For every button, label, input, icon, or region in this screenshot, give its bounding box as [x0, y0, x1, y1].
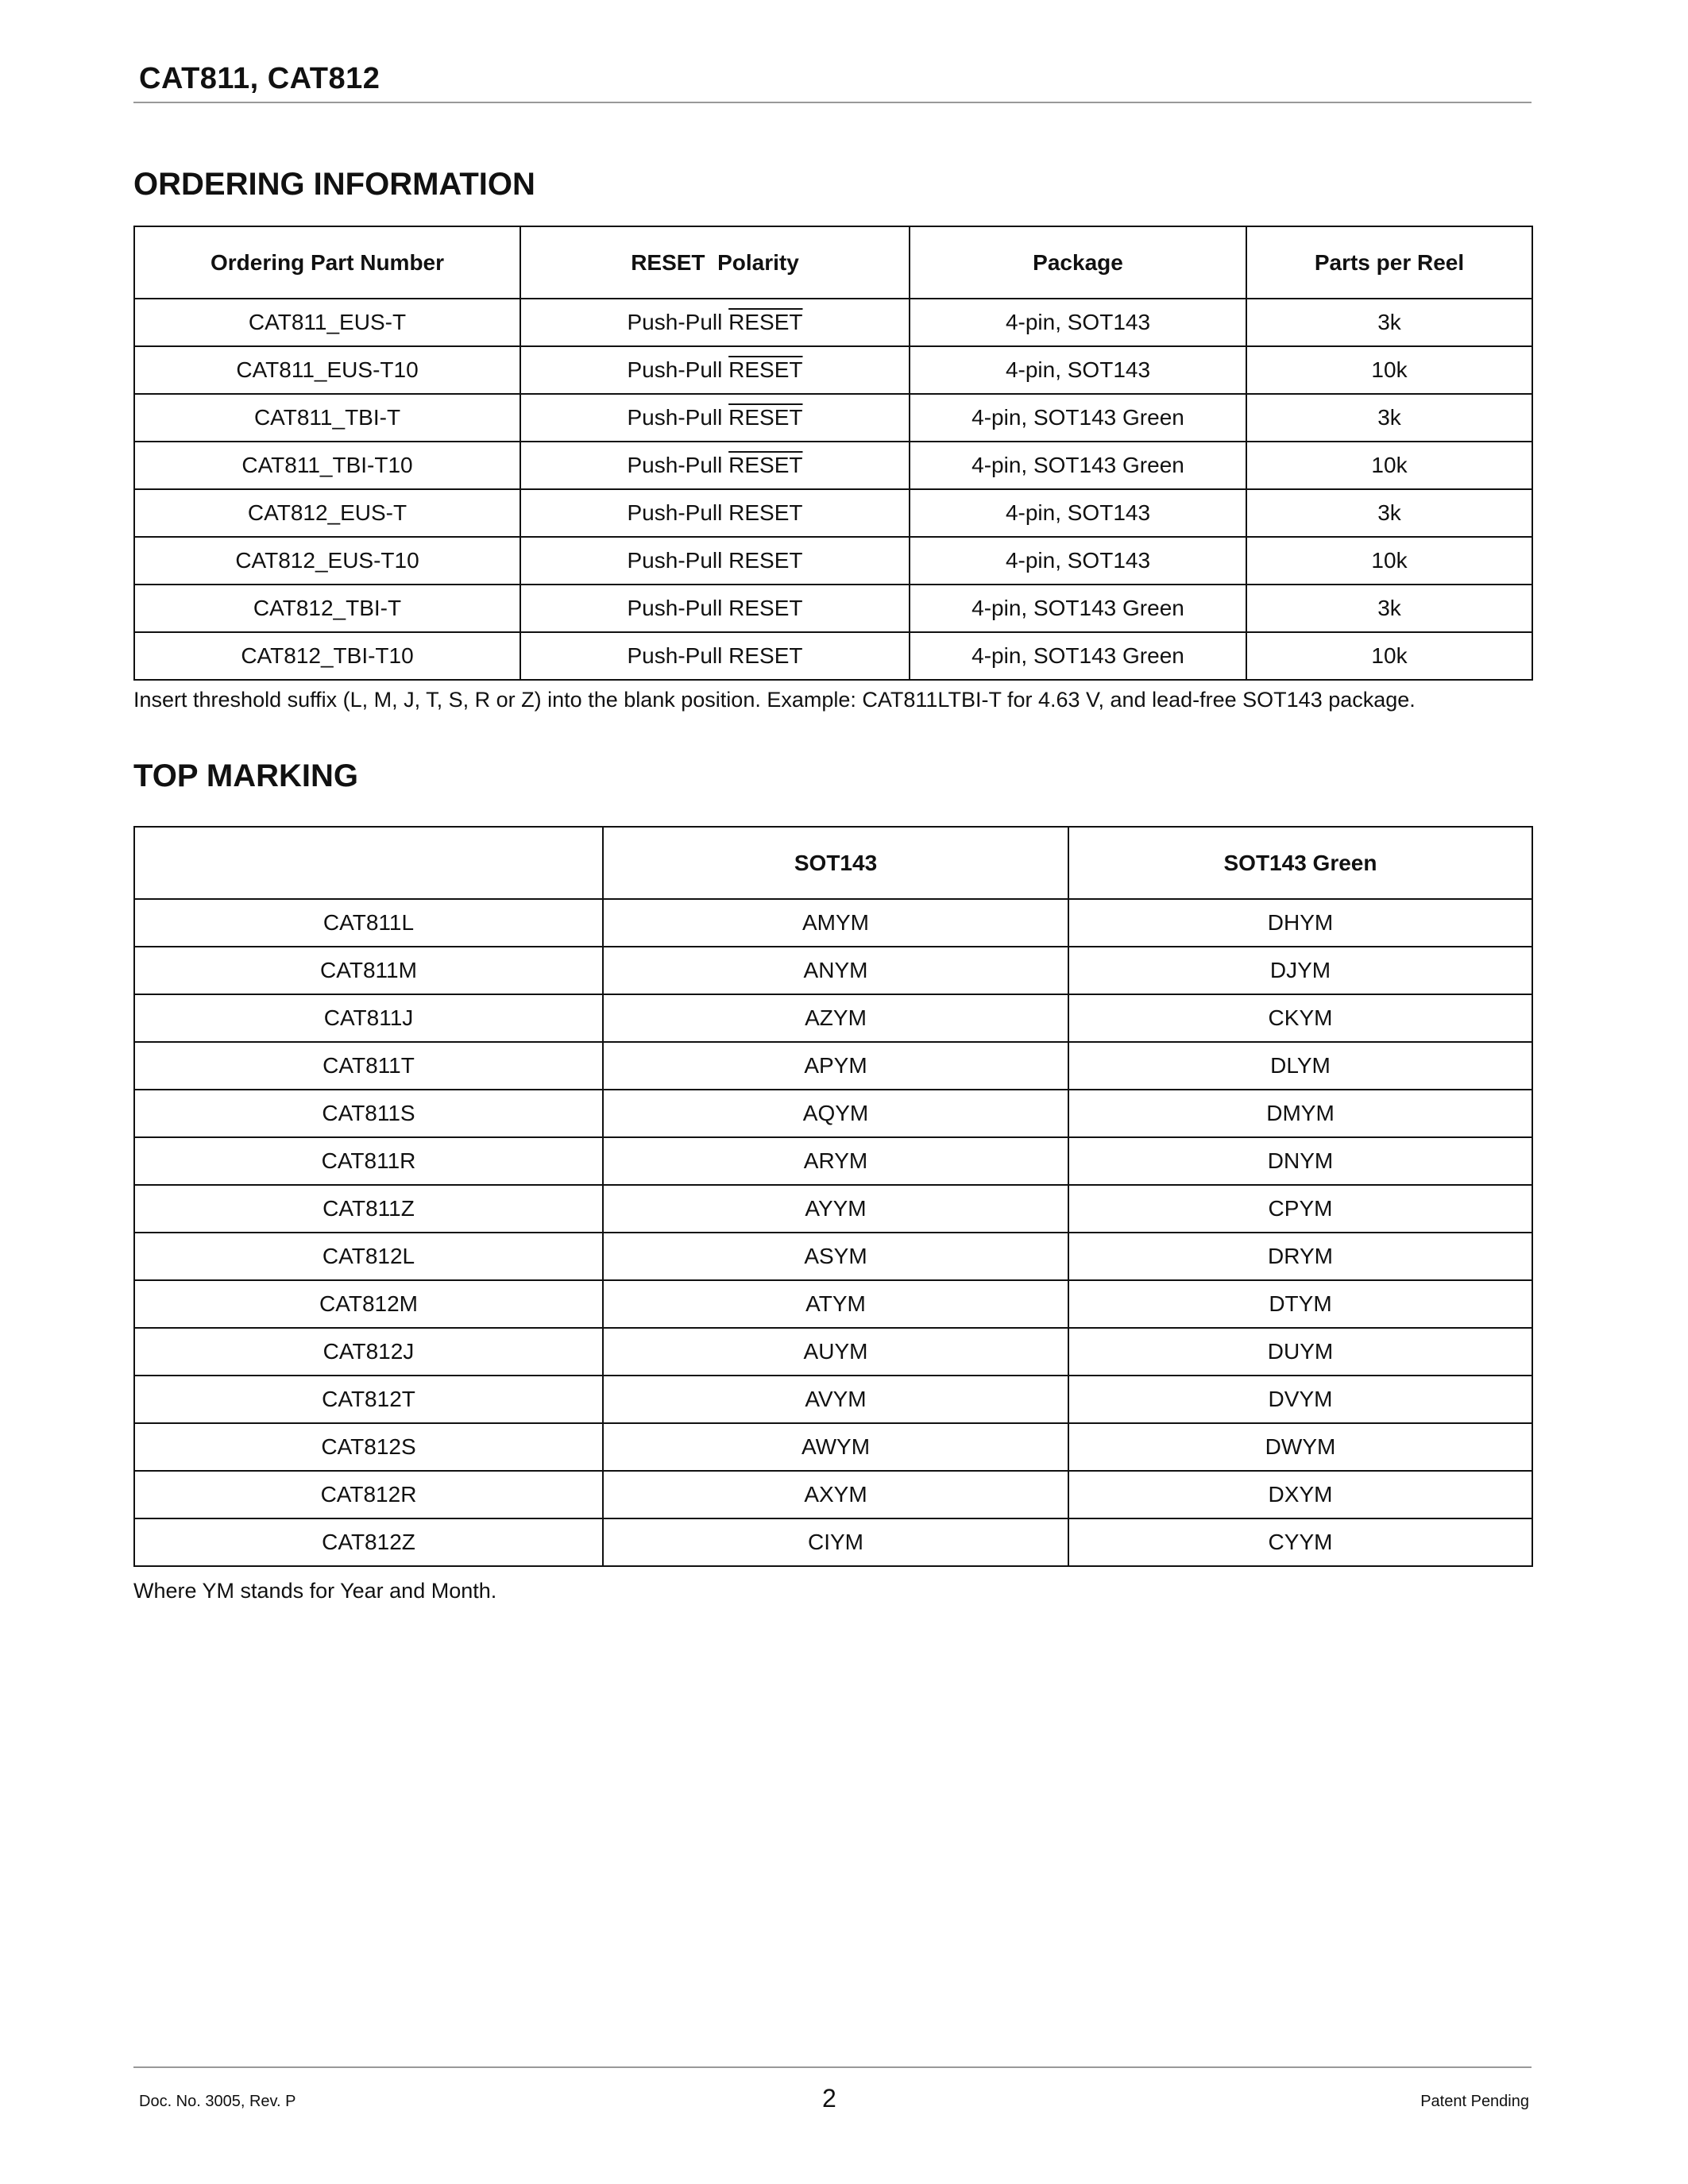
ordering-row [134, 394, 1532, 442]
polarity-type: Push-Pull [627, 405, 723, 430]
part-number-cell: CAT812_TBI-T10 [134, 632, 520, 680]
device-cell: CAT812Z [134, 1518, 603, 1566]
marking-row [134, 1137, 1532, 1185]
reset-signal: RESET [728, 453, 803, 477]
marking-row [134, 1518, 1532, 1566]
parts-per-reel-cell: 10k [1246, 442, 1532, 489]
device-cell: CAT812J [134, 1328, 603, 1376]
document-number: Doc. No. 3005, Rev. P [139, 2093, 296, 2110]
reset-polarity-cell [520, 489, 910, 537]
sot143-marking-cell: AQYM [603, 1090, 1068, 1137]
sot143-green-marking-cell: DRYM [1068, 1233, 1532, 1280]
package-cell: 4-pin, SOT143 Green [910, 394, 1246, 442]
polarity-type: Push-Pull [627, 548, 723, 573]
sot143-marking-cell: AVYM [603, 1376, 1068, 1423]
marking-row [134, 1328, 1532, 1376]
column-header-parts-per-reel: Parts per Reel [1246, 226, 1532, 299]
package-cell: 4-pin, SOT143 [910, 489, 1246, 537]
sot143-marking-cell: AWYM [603, 1423, 1068, 1471]
sot143-marking-cell: AYYM [603, 1185, 1068, 1233]
reset-signal: RESET [728, 405, 803, 430]
part-number-cell: CAT811_TBI-T [134, 394, 520, 442]
reset-polarity-cell [520, 299, 910, 346]
reset-signal: RESET [728, 596, 803, 620]
document-header-title: CAT811, CAT812 [139, 62, 380, 95]
device-cell: CAT812R [134, 1471, 603, 1518]
marking-row [134, 899, 1532, 947]
sot143-marking-cell: APYM [603, 1042, 1068, 1090]
reset-signal: RESET [728, 500, 803, 525]
reset-polarity-cell [520, 442, 910, 489]
sot143-green-marking-cell: DWYM [1068, 1423, 1532, 1471]
sot143-green-marking-cell: CPYM [1068, 1185, 1532, 1233]
reset-signal: RESET [728, 357, 803, 382]
column-header-sot143: SOT143 [603, 827, 1068, 899]
ordering-row [134, 585, 1532, 632]
marking-row [134, 1090, 1532, 1137]
sot143-green-marking-cell: DMYM [1068, 1090, 1532, 1137]
ordering-row [134, 537, 1532, 585]
sot143-green-marking-cell: DHYM [1068, 899, 1532, 947]
column-header-part-number: Ordering Part Number [134, 226, 520, 299]
reset-polarity-cell [520, 346, 910, 394]
marking-row [134, 1233, 1532, 1280]
package-cell: 4-pin, SOT143 [910, 537, 1246, 585]
package-cell: 4-pin, SOT143 Green [910, 442, 1246, 489]
package-cell: 4-pin, SOT143 [910, 299, 1246, 346]
top-marking-table [133, 826, 1533, 1567]
sot143-green-marking-cell: DLYM [1068, 1042, 1532, 1090]
sot143-marking-cell: AZYM [603, 994, 1068, 1042]
patent-status: Patent Pending [1420, 2093, 1529, 2110]
device-cell: CAT811L [134, 899, 603, 947]
column-header-package: Package [910, 226, 1246, 299]
package-cell: 4-pin, SOT143 Green [910, 585, 1246, 632]
ordering-row [134, 489, 1532, 537]
marking-row [134, 1376, 1532, 1423]
sot143-green-marking-cell: DNYM [1068, 1137, 1532, 1185]
device-cell: CAT811J [134, 994, 603, 1042]
device-cell: CAT811Z [134, 1185, 603, 1233]
device-cell: CAT812T [134, 1376, 603, 1423]
sot143-green-marking-cell: DJYM [1068, 947, 1532, 994]
marking-row [134, 1042, 1532, 1090]
ordering-row [134, 442, 1532, 489]
marking-row [134, 994, 1532, 1042]
package-cell: 4-pin, SOT143 [910, 346, 1246, 394]
device-cell: CAT812L [134, 1233, 603, 1280]
column-header-sot143-green: SOT143 Green [1068, 827, 1532, 899]
reset-polarity-cell [520, 394, 910, 442]
device-cell: CAT812S [134, 1423, 603, 1471]
device-cell: CAT811R [134, 1137, 603, 1185]
sot143-marking-cell: AUYM [603, 1328, 1068, 1376]
parts-per-reel-cell: 10k [1246, 346, 1532, 394]
polarity-type: Push-Pull [627, 357, 723, 382]
parts-per-reel-cell: 3k [1246, 299, 1532, 346]
header-divider [133, 102, 1532, 103]
polarity-type: Push-Pull [627, 310, 723, 334]
column-header-reset-polarity: RESET Polarity [520, 226, 910, 299]
sot143-marking-cell: ARYM [603, 1137, 1068, 1185]
device-cell: CAT811S [134, 1090, 603, 1137]
sot143-green-marking-cell: DUYM [1068, 1328, 1532, 1376]
reset-signal: RESET [728, 643, 803, 668]
reset-polarity-cell [520, 632, 910, 680]
marking-row [134, 1471, 1532, 1518]
parts-per-reel-cell: 10k [1246, 632, 1532, 680]
marking-row [134, 1185, 1532, 1233]
sot143-marking-cell: CIYM [603, 1518, 1068, 1566]
sot143-green-marking-cell: DTYM [1068, 1280, 1532, 1328]
ordering-header-row [134, 226, 1532, 299]
sot143-green-marking-cell: CKYM [1068, 994, 1532, 1042]
ordering-row [134, 632, 1532, 680]
ordering-row [134, 299, 1532, 346]
part-number-cell: CAT812_EUS-T [134, 489, 520, 537]
reset-polarity-cell [520, 585, 910, 632]
polarity-type: Push-Pull [627, 500, 723, 525]
ordering-info-table [133, 226, 1533, 681]
part-number-cell: CAT811_EUS-T [134, 299, 520, 346]
sot143-marking-cell: AMYM [603, 899, 1068, 947]
sot143-green-marking-cell: DVYM [1068, 1376, 1532, 1423]
marking-row [134, 947, 1532, 994]
polarity-type: Push-Pull [627, 643, 723, 668]
footer-divider [133, 2066, 1532, 2068]
ordering-row [134, 346, 1532, 394]
part-number-cell: CAT811_TBI-T10 [134, 442, 520, 489]
top-marking-heading: TOP MARKING [133, 758, 358, 793]
ordering-footnote: Insert threshold suffix (L, M, J, T, S, R or Z) into the blank position. Example: CAT811LTBI-T for 4.63 V, and lead-free SOT143 package. [133, 688, 1416, 712]
polarity-type: Push-Pull [627, 596, 723, 620]
sot143-marking-cell: ATYM [603, 1280, 1068, 1328]
parts-per-reel-cell: 3k [1246, 394, 1532, 442]
device-cell: CAT811T [134, 1042, 603, 1090]
reset-signal: RESET [728, 310, 803, 334]
parts-per-reel-cell: 3k [1246, 489, 1532, 537]
part-number-cell: CAT811_EUS-T10 [134, 346, 520, 394]
top-marking-footnote: Where YM stands for Year and Month. [133, 1579, 497, 1603]
device-cell: CAT812M [134, 1280, 603, 1328]
sot143-green-marking-cell: DXYM [1068, 1471, 1532, 1518]
sot143-marking-cell: ANYM [603, 947, 1068, 994]
part-number-cell: CAT812_EUS-T10 [134, 537, 520, 585]
device-cell: CAT811M [134, 947, 603, 994]
parts-per-reel-cell: 10k [1246, 537, 1532, 585]
marking-row [134, 1280, 1532, 1328]
sot143-marking-cell: ASYM [603, 1233, 1068, 1280]
polarity-type: Push-Pull [627, 453, 723, 477]
sot143-marking-cell: AXYM [603, 1471, 1068, 1518]
reset-signal: RESET [728, 548, 803, 573]
reset-polarity-cell [520, 537, 910, 585]
part-number-cell: CAT812_TBI-T [134, 585, 520, 632]
column-header-device [134, 827, 603, 899]
package-cell: 4-pin, SOT143 Green [910, 632, 1246, 680]
sot143-green-marking-cell: CYYM [1068, 1518, 1532, 1566]
page-number: 2 [822, 2084, 836, 2113]
parts-per-reel-cell: 3k [1246, 585, 1532, 632]
ordering-info-heading: ORDERING INFORMATION [133, 167, 535, 202]
marking-row [134, 1423, 1532, 1471]
marking-header-row [134, 827, 1532, 899]
